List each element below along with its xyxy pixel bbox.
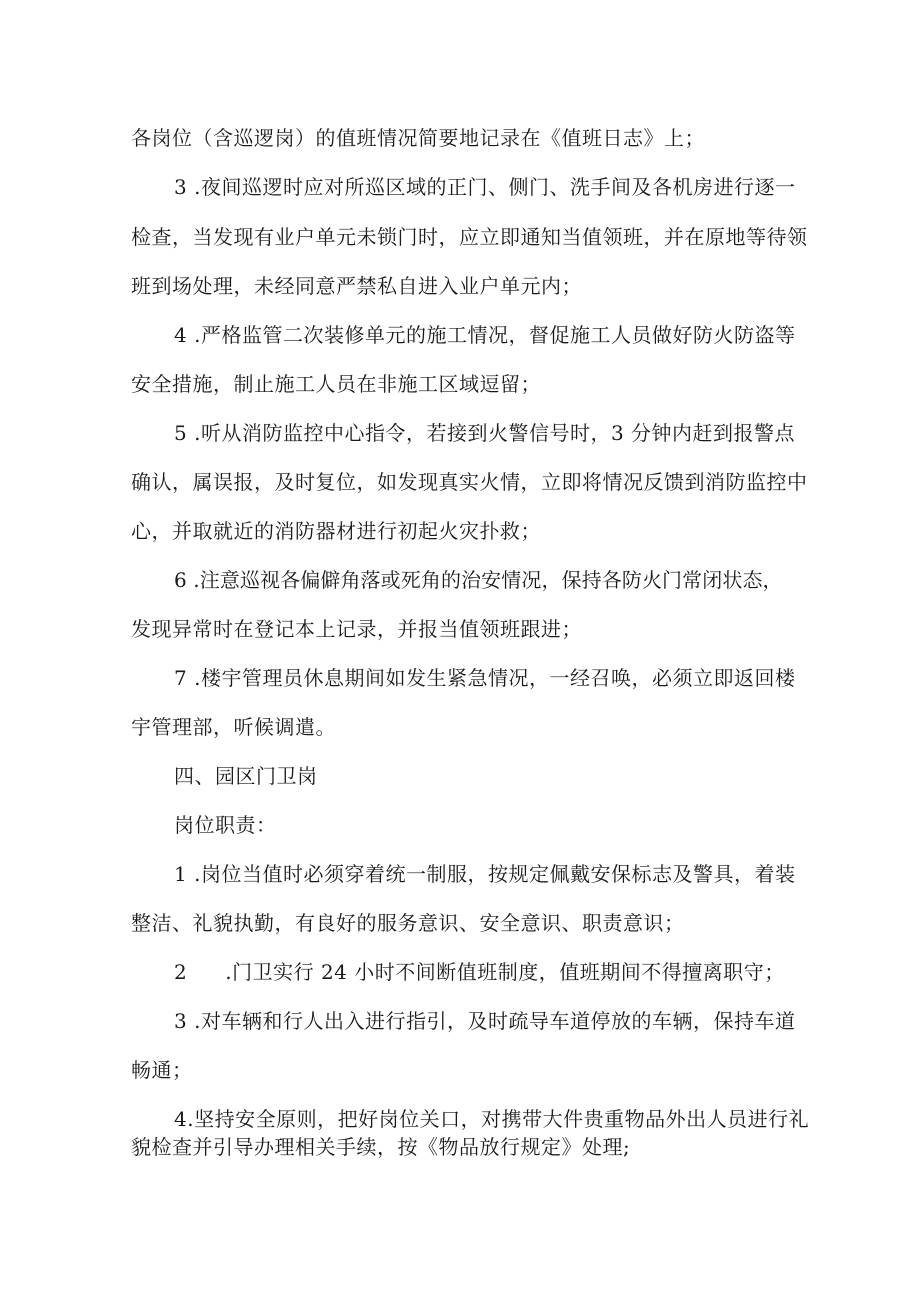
text-line-3: 检查，当发现有业户单元未锁门时，应立即通知当值领班，并在原地等待领 <box>131 225 808 249</box>
text-line-8: 确认，属误报，及时复位，如发现真实火情，立即将情况反馈到消防监控中 <box>131 470 808 494</box>
text-line-6: 安全措施，制止施工人员在非施工区域逗留； <box>131 372 541 396</box>
text-line-7: 5 .听从消防监控中心指令，若接到火警信号时，3 分钟内赶到报警点 <box>174 421 796 445</box>
text-line-9: 心，并取就近的消防器材进行初起火灾扑救； <box>131 519 541 543</box>
subsection-heading: 岗位职责： <box>174 813 277 837</box>
text-line-4: 班到场处理，未经同意严禁私自进入业户单元内； <box>131 274 582 298</box>
text-line-12: 7 .楼宇管理员休息期间如发生紧急情况，一经召唤，必须立即返回楼 <box>174 666 796 690</box>
text-line-2: 3 .夜间巡逻时应对所巡区域的正门、侧门、洗手间及各机房进行逐一 <box>174 175 796 199</box>
text-line-16: 1 .岗位当值时必须穿着统一制服，按规定佩戴安保标志及警具，着装 <box>174 862 796 886</box>
list-item-text: .门卫实行 24 小时不间断值班制度，值班期间不得擅离职守； <box>225 960 785 984</box>
list-number: 2 <box>174 960 188 984</box>
text-line-20: 畅通； <box>131 1058 193 1082</box>
text-line-21: 4.坚持安全原则，把好岗位关口，对携带大件贵重物品外出人员进行礼 <box>174 1107 810 1131</box>
section-heading: 四、园区门卫岗 <box>174 764 318 788</box>
text-line-10: 6 .注意巡视各偏僻角落或死角的治安情况，保持各防火门常闭状态， <box>174 568 783 592</box>
text-line-17: 整洁、礼貌执勤，有良好的服务意识、安全意识、职责意识； <box>131 911 685 935</box>
text-line-18 <box>174 962 785 982</box>
text-line-1: 各岗位（含巡逻岗）的值班情况简要地记录在《值班日志》上； <box>131 126 705 150</box>
text-line-19: 3 .对车辆和行人出入进行指引，及时疏导车道停放的车辆，保持车道 <box>174 1009 796 1033</box>
text-line-13: 宇管理部，听候调遣。 <box>131 715 336 739</box>
text-line-5: 4 .严格监管二次装修单元的施工情况，督促施工人员做好防火防盗等 <box>174 323 796 347</box>
text-line-11: 发现异常时在登记本上记录，并报当值领班跟进； <box>131 617 582 641</box>
text-line-22: 貌检查并引导办理相关手续，按《物品放行规定》处理; <box>131 1135 631 1159</box>
